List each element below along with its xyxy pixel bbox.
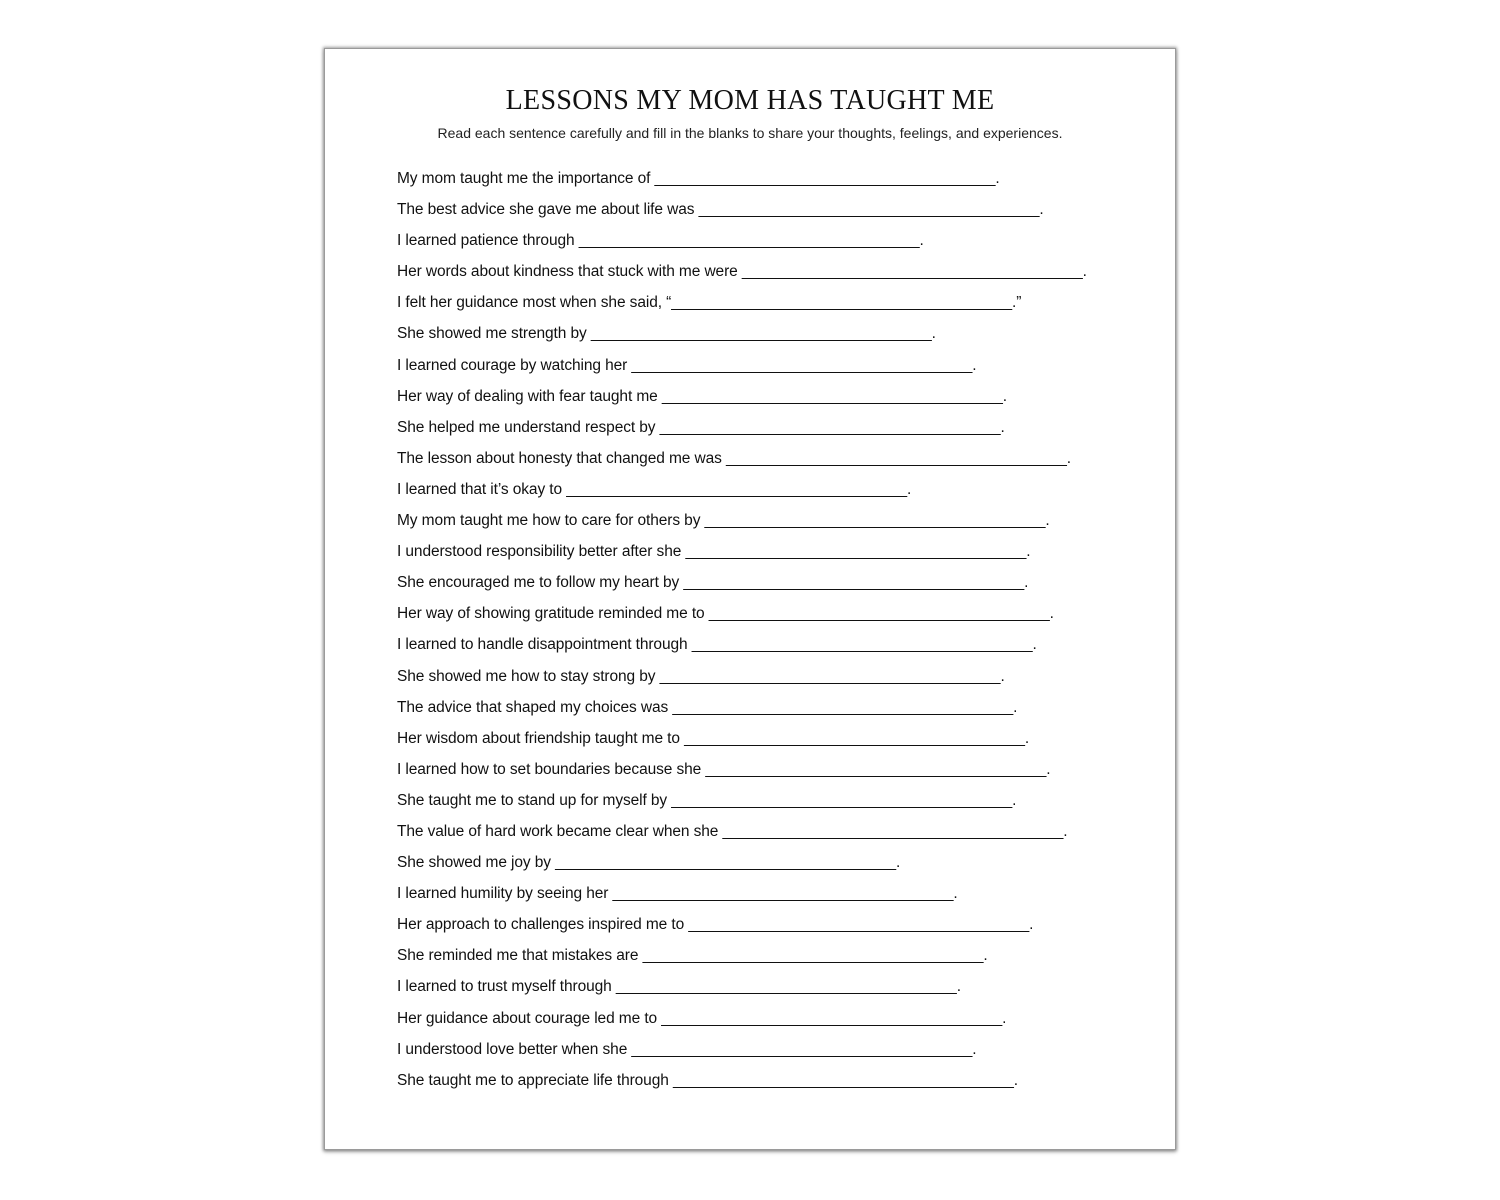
worksheet-title: LESSONS MY MOM HAS TAUGHT ME: [505, 85, 995, 116]
prompt-list: [397, 163, 1087, 1096]
prompt-line: Her way of dealing with fear taught me ________________________________________.: [397, 387, 1007, 405]
prompt-line: I learned to handle disappointment through ________________________________________.: [397, 636, 1037, 654]
prompt-line: She taught me to appreciate life through ________________________________________.: [397, 1071, 1018, 1089]
prompt-line: Her way of showing gratitude reminded me to ________________________________________.: [397, 605, 1054, 623]
prompt-line: Her guidance about courage led me to ________________________________________.: [397, 1009, 1007, 1027]
prompt-line: I learned how to set boundaries because she ________________________________________.: [397, 760, 1051, 778]
prompt-line: I learned to trust myself through ________________________________________.: [397, 978, 961, 996]
prompt-line: She showed me joy by ________________________________________.: [397, 854, 901, 872]
prompt-line: She encouraged me to follow my heart by ________________________________________.: [397, 574, 1029, 592]
prompt-line: I understood love better when she ________________________________________.: [397, 1040, 977, 1058]
prompt-line: I learned that it’s okay to ________________________________________.: [397, 480, 912, 498]
worksheet-page: [324, 48, 1176, 1150]
prompt-line: She taught me to stand up for myself by ________________________________________.: [397, 791, 1017, 809]
prompt-line: Her words about kindness that stuck with me were ________________________________________.: [397, 263, 1087, 281]
prompt-line: She helped me understand respect by ________________________________________.: [397, 418, 1005, 436]
prompt-line: I felt her guidance most when she said, “________________________________________.”: [397, 294, 1022, 312]
prompt-line: She showed me strength by ________________________________________.: [397, 325, 936, 343]
prompt-line: I learned humility by seeing her ________________________________________.: [397, 885, 958, 903]
prompt-line: My mom taught me the importance of ________________________________________.: [397, 170, 1000, 187]
prompt-line: She reminded me that mistakes are ________________________________________.: [397, 947, 988, 965]
prompt-line: The advice that shaped my choices was ________________________________________.: [397, 698, 1018, 716]
worksheet-instructions: Read each sentence carefully and fill in the blanks to share your thoughts, feelings, and experiences.: [437, 125, 1063, 141]
prompt-line: I learned patience through ________________________________________.: [397, 232, 924, 250]
prompt-line: The best advice she gave me about life was ________________________________________.: [397, 201, 1044, 219]
prompt-line: Her approach to challenges inspired me to ________________________________________.: [397, 916, 1034, 934]
prompt-line: The value of hard work became clear when she ________________________________________.: [397, 822, 1068, 840]
prompt-line: My mom taught me how to care for others by ________________________________________.: [397, 512, 1050, 530]
prompt-line: Her wisdom about friendship taught me to ________________________________________.: [397, 729, 1030, 747]
prompt-line: I understood responsibility better after she ________________________________________.: [397, 543, 1031, 561]
prompt-line: She showed me how to stay strong by ________________________________________.: [397, 667, 1005, 685]
prompt-line: The lesson about honesty that changed me was ________________________________________.: [397, 449, 1071, 467]
prompt-line: I learned courage by watching her ________________________________________.: [397, 356, 977, 374]
